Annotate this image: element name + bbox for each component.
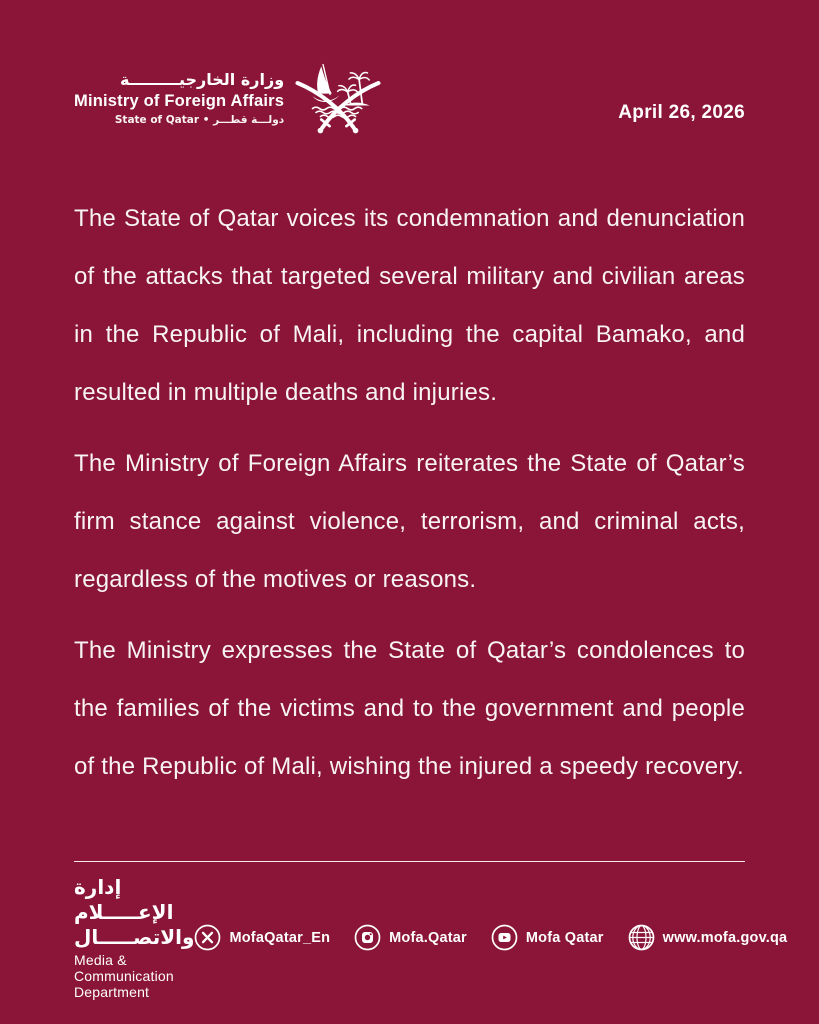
social-item-instagram <box>354 924 467 951</box>
mofa-logo-text <box>74 70 284 127</box>
youtube-icon <box>491 924 518 951</box>
ministry-name-english: Ministry of Foreign Affairs <box>74 91 285 110</box>
website-url: www.mofa.gov.qa <box>662 929 788 946</box>
mofa-logo <box>74 52 382 144</box>
header <box>0 0 819 144</box>
globe-icon <box>628 924 655 951</box>
statement-date: April 26, 2026 <box>618 102 745 123</box>
department-block <box>74 875 194 1000</box>
x-icon <box>194 924 221 951</box>
statement-paragraph-3: The Ministry expresses the State of Qatar’s condolences to the families of the victims and to the government and people of the Republic of Mali, wishing the injured a speedy recovery. <box>74 637 745 780</box>
social-handle-x: MofaQatar_En <box>229 929 331 946</box>
social-handle-youtube: Mofa Qatar <box>525 929 604 946</box>
social-handle-instagram: Mofa.Qatar <box>389 929 467 946</box>
ministry-name-arabic: وزارة الخارجيـــــــــة <box>120 69 285 89</box>
department-name-english: Media & Communication Department <box>74 952 174 1000</box>
statement-paragraph-2: The Ministry of Foreign Affairs reiterates the State of Qatar’s firm stance against violence, terrorism, and criminal acts, regardless of the motives or reasons. <box>74 450 745 593</box>
statement-body <box>0 190 819 796</box>
social-item-website <box>628 924 788 951</box>
qatar-emblem-icon <box>294 52 382 144</box>
department-name-arabic: إدارة الإعـــــلام والاتصـــــال <box>74 875 195 949</box>
statement-paragraph-1: The State of Qatar voices its condemnation and denunciation of the attacks that targeted several military and civilian areas in the Republic of Mali, including the capital Bamako, and resulted in multiple deaths and injuries. <box>74 205 745 406</box>
footer <box>74 861 788 1000</box>
instagram-icon <box>354 924 381 951</box>
state-of-qatar-line: State of Qatar • دولـــة قطـــر <box>114 114 285 127</box>
social-item-x <box>194 924 330 951</box>
social-item-youtube <box>491 924 604 951</box>
social-links <box>194 924 787 951</box>
footer-divider <box>74 861 745 862</box>
